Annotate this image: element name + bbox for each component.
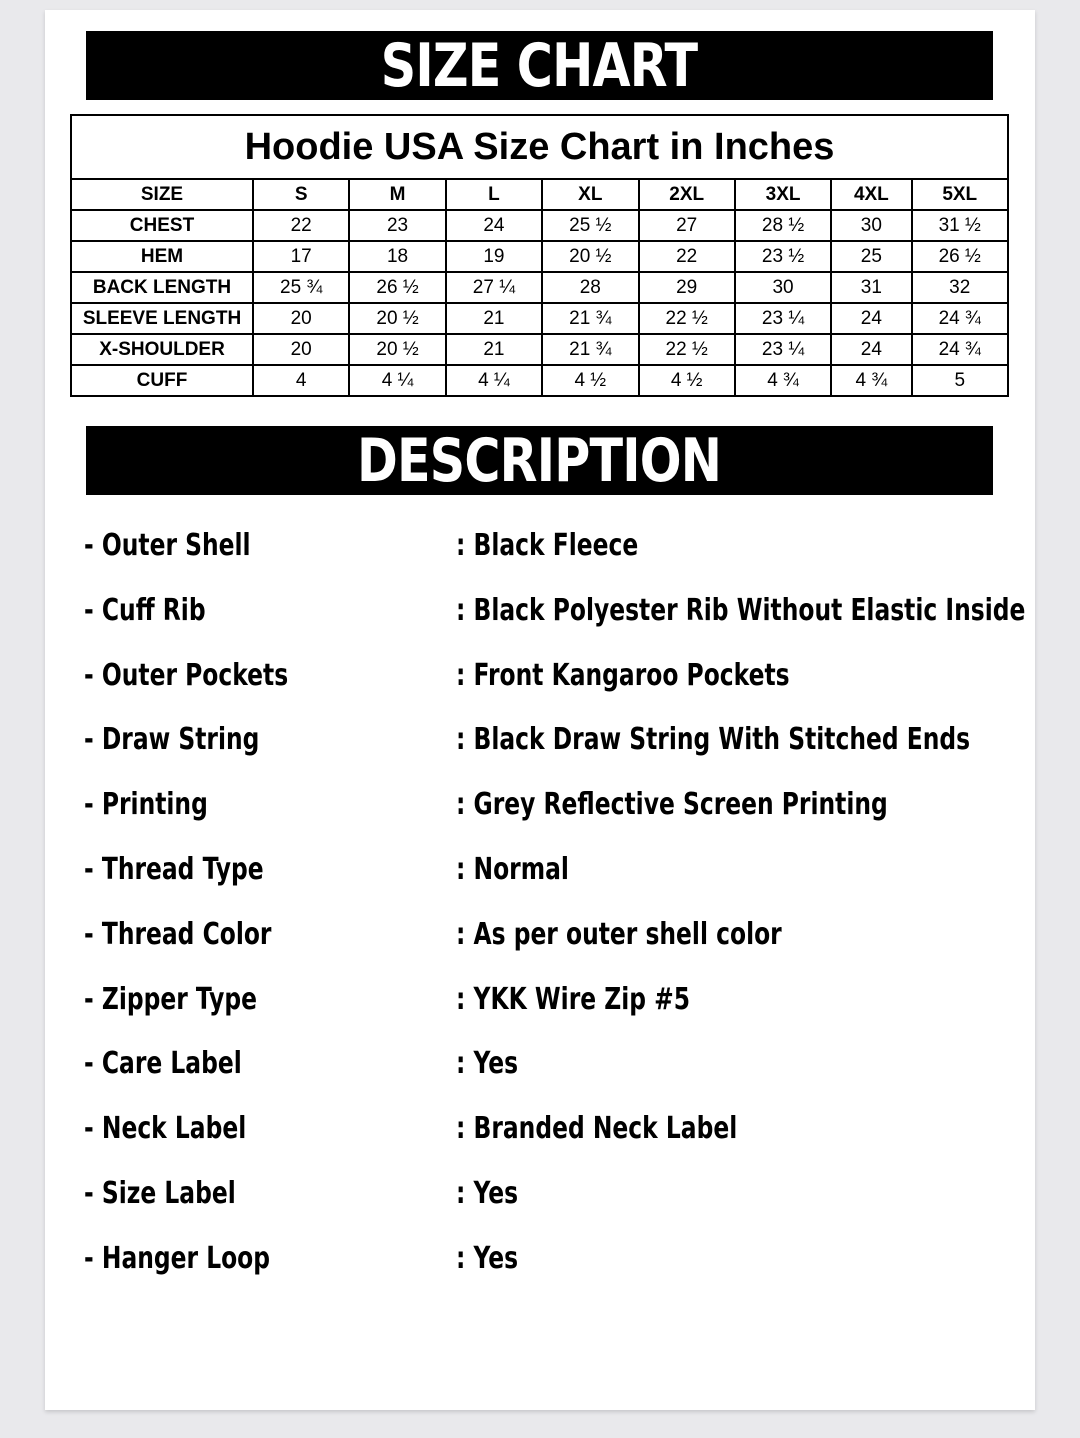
table-cell: 25 ½ (542, 210, 638, 241)
table-cell: 23 ¼ (735, 303, 831, 334)
table-cell: 21 ¾ (542, 334, 638, 365)
table-cell: 25 ¾ (253, 272, 349, 303)
description-list (84, 520, 1026, 1298)
spec-name: - Draw String (84, 722, 260, 758)
table-cell: 4 ¼ (349, 365, 445, 396)
table-cell: 20 ½ (349, 303, 445, 334)
list-item (84, 909, 1004, 974)
table-header-cell: XL (542, 179, 638, 210)
table-cell: 30 (735, 272, 831, 303)
table-cell: 20 (253, 334, 349, 365)
table-row (71, 241, 1008, 272)
table-cell: 4 ½ (639, 365, 735, 396)
table-cell: 22 (253, 210, 349, 241)
table-row (71, 210, 1008, 241)
table-cell: 25 (831, 241, 911, 272)
table-cell: 27 (639, 210, 735, 241)
table-cell: 23 ¼ (735, 334, 831, 365)
table-row (71, 365, 1008, 396)
size-chart-banner (86, 31, 993, 100)
row-label: CHEST (71, 210, 253, 241)
table-cell: 26 ½ (912, 241, 1009, 272)
table-cell: 29 (639, 272, 735, 303)
table-header-cell: L (446, 179, 542, 210)
spec-value: : Front Kangaroo Pockets (456, 657, 790, 693)
spec-name: - Size Label (84, 1175, 236, 1211)
size-chart-heading: SIZE CHART (381, 30, 698, 101)
row-label: HEM (71, 241, 253, 272)
table-row (71, 272, 1008, 303)
spec-value: : Yes (456, 1175, 519, 1211)
table-cell: 4 ¾ (735, 365, 831, 396)
table-header-cell: 5XL (912, 179, 1009, 210)
list-item (84, 1038, 1004, 1103)
row-label: X-SHOULDER (71, 334, 253, 365)
table-cell: 22 ½ (639, 303, 735, 334)
table-cell: 21 (446, 334, 542, 365)
table-cell: 4 ½ (542, 365, 638, 396)
row-label: CUFF (71, 365, 253, 396)
table-cell: 20 ½ (542, 241, 638, 272)
row-label: BACK LENGTH (71, 272, 253, 303)
description-heading: DESCRIPTION (357, 425, 722, 496)
spec-name: - Care Label (84, 1046, 242, 1082)
spec-name: - Cuff Rib (84, 592, 206, 628)
table-cell: 19 (446, 241, 542, 272)
table-cell: 32 (912, 272, 1009, 303)
table-cell: 18 (349, 241, 445, 272)
spec-value: : Normal (456, 851, 569, 887)
table-cell: 24 (446, 210, 542, 241)
spec-name: - Outer Pockets (84, 657, 289, 693)
table-cell: 28 (542, 272, 638, 303)
table-header-cell: M (349, 179, 445, 210)
table-cell: 27 ¼ (446, 272, 542, 303)
list-item (84, 1233, 1004, 1298)
table-header-cell: S (253, 179, 349, 210)
spec-value: : Black Draw String With Stitched Ends (456, 722, 971, 758)
spec-name: - Printing (84, 787, 208, 823)
spec-value: : YKK Wire Zip #5 (456, 981, 691, 1017)
table-cell: 31 ½ (912, 210, 1009, 241)
table-cell: 24 ¾ (912, 334, 1009, 365)
size-chart-table (70, 114, 1009, 397)
table-header-row (71, 179, 1008, 210)
table-header-cell: SIZE (71, 179, 253, 210)
spec-value: : Black Fleece (456, 528, 639, 563)
spec-value: : Grey Reflective Screen Printing (456, 787, 888, 823)
table-cell: 24 ¾ (912, 303, 1009, 334)
spec-name: - Outer Shell (84, 528, 251, 563)
table-header-cell: 4XL (831, 179, 911, 210)
spec-name: - Thread Type (84, 851, 264, 887)
spec-name: - Zipper Type (84, 981, 257, 1017)
spec-name: - Neck Label (84, 1111, 247, 1147)
table-header-cell: 2XL (639, 179, 735, 210)
description-banner (86, 426, 993, 495)
table-cell: 24 (831, 334, 911, 365)
list-item (84, 1103, 1004, 1168)
table-cell: 30 (831, 210, 911, 241)
row-label: SLEEVE LENGTH (71, 303, 253, 334)
list-item (84, 779, 1004, 844)
list-item (84, 520, 1004, 585)
table-cell: 22 ½ (639, 334, 735, 365)
list-item (84, 650, 1004, 715)
spec-value: : Yes (456, 1046, 519, 1082)
table-cell: 23 ½ (735, 241, 831, 272)
list-item (84, 844, 1004, 909)
spec-value: : Black Polyester Rib Without Elastic Inside (456, 592, 1026, 628)
table-cell: 4 (253, 365, 349, 396)
spec-value: : As per outer shell color (456, 916, 782, 952)
table-cell: 5 (912, 365, 1009, 396)
spec-name: - Hanger Loop (84, 1240, 271, 1276)
table-header-cell: 3XL (735, 179, 831, 210)
table-cell: 26 ½ (349, 272, 445, 303)
table-cell: 20 ½ (349, 334, 445, 365)
spec-value: : Yes (456, 1240, 519, 1276)
table-cell: 17 (253, 241, 349, 272)
table-cell: 24 (831, 303, 911, 334)
list-item (84, 714, 1004, 779)
table-cell: 22 (639, 241, 735, 272)
list-item (84, 974, 1004, 1039)
list-item (84, 585, 1026, 650)
table-row (71, 303, 1008, 334)
table-row (71, 334, 1008, 365)
size-chart-title: Hoodie USA Size Chart in Inches (71, 115, 1008, 179)
table-cell: 4 ¾ (831, 365, 911, 396)
table-cell: 20 (253, 303, 349, 334)
table-cell: 21 ¾ (542, 303, 638, 334)
list-item (84, 1168, 1004, 1233)
table-cell: 21 (446, 303, 542, 334)
table-cell: 28 ½ (735, 210, 831, 241)
table-cell: 4 ¼ (446, 365, 542, 396)
spec-name: - Thread Color (84, 916, 272, 952)
table-cell: 23 (349, 210, 445, 241)
spec-value: : Branded Neck Label (456, 1111, 738, 1147)
table-cell: 31 (831, 272, 911, 303)
